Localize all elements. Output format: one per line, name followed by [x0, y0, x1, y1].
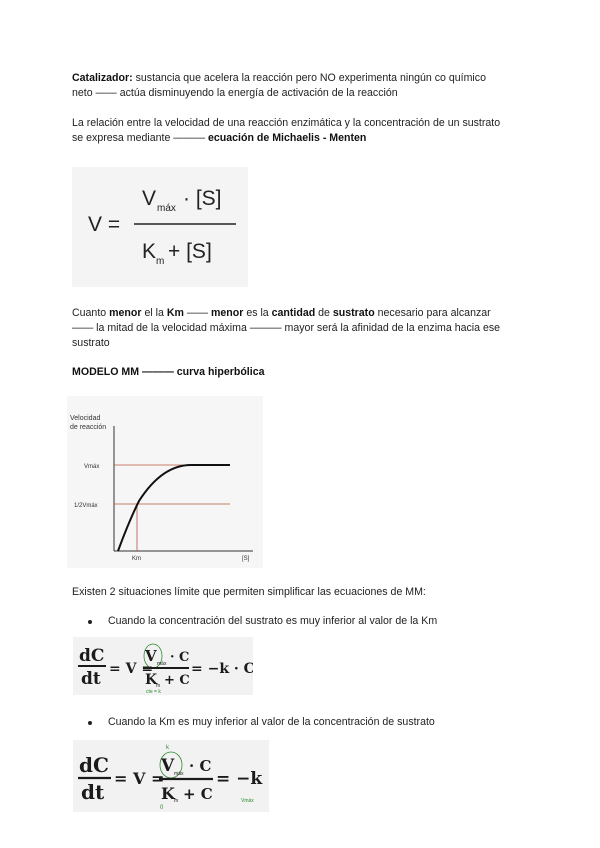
eq2-eq1: = V =: [109, 661, 154, 677]
km-text-1: Cuanto: [72, 307, 110, 319]
eq2-num: V: [145, 647, 157, 665]
km-bold-3: menor: [210, 307, 244, 319]
eq2-num-sub: máx: [157, 661, 167, 667]
km-text-4: es la: [243, 307, 272, 319]
michaelis-menten-graph: [67, 396, 263, 568]
eq2-dc: dC: [79, 646, 105, 666]
eq3-den-sub: m: [174, 798, 179, 804]
km-text-2: el la: [141, 307, 167, 319]
km-bold-4: cantidad: [271, 307, 316, 319]
graph-ylabel-2: de reacción: [70, 424, 107, 431]
michaelis-line1: La relación entre la velocidad de una reacción enzimática y la concentración de un sustrato: [72, 117, 501, 129]
km-bold-2: Km: [166, 307, 184, 319]
eq3-den: K: [161, 784, 175, 803]
catalyst-paragraph: [72, 71, 542, 101]
s-label: [S]: [242, 556, 250, 562]
eq3-num-sub: máx: [174, 771, 184, 777]
km-label: Km: [132, 556, 141, 562]
eq2-result: = −k · C: [191, 661, 253, 677]
eq3-result: = −k: [216, 769, 263, 789]
eq3-eq1: = V =: [114, 769, 165, 788]
equation-den-k: K: [142, 240, 157, 263]
equation-num-v: V: [142, 187, 157, 210]
bullet-dot: [88, 721, 92, 725]
eq3-den-rest: + C: [183, 785, 213, 803]
eq2-svg: [73, 637, 253, 695]
km-text-5: de: [315, 307, 333, 319]
km-bold-1: menor: [109, 307, 142, 319]
michaelis-line2-pre: se expresa mediante ———: [72, 132, 209, 144]
graph-svg: [67, 396, 263, 568]
equation-lhs: V =: [88, 213, 121, 236]
catalyst-definition: sustancia que acelera la reacción pero NO experimenta ningún co químico: [132, 72, 486, 84]
equation-svg: [72, 167, 248, 287]
michaelis-menten-equation: [72, 167, 248, 287]
km-bold-5: sustrato: [332, 307, 375, 319]
equation-den-rest: + [S]: [168, 240, 212, 263]
km-line3: sustrato: [72, 337, 110, 349]
michaelis-equation-name: ecuación de Michaelis - Menten: [208, 132, 367, 144]
eq3-svg: [73, 740, 269, 812]
eq3-num-rest: · C: [189, 757, 212, 775]
catalyst-term: Catalizador:: [72, 72, 133, 84]
km-text-3: ——: [183, 307, 211, 319]
bullet-dot: [88, 620, 92, 624]
half-vmax-label: 1/2Vmáx: [74, 503, 98, 509]
vmax-label: Vmáx: [84, 464, 100, 470]
eq3-num: V: [161, 756, 175, 776]
eq3-top-note: k: [166, 745, 169, 751]
eq2-dt: dt: [81, 669, 101, 689]
bullet-text-1: Cuando la concentración del sustrato es muy inferior al valor de la Km: [108, 615, 438, 627]
bullet-text-2: Cuando la Km es muy inferior al valor de la concentración de sustrato: [108, 716, 435, 728]
eq2-den: K: [145, 672, 158, 688]
equation-den-sub: m: [156, 256, 165, 267]
km-text-6: necesario para alcanzar: [374, 307, 491, 319]
eq3-side-note: Vmáx: [241, 798, 254, 804]
km-paragraph: [72, 306, 542, 351]
catalyst-line2: neto —— actúa disminuyendo la energía de activación de la reacción: [72, 87, 398, 99]
mm-model-heading: [72, 365, 542, 380]
equation-num-rest: · [S]: [183, 187, 222, 210]
eq3-zero-note: 0: [160, 805, 164, 811]
eq3-dc: dC: [79, 753, 109, 777]
km-line2: —— la mitad de la velocidad máxima ——— mayor será la afinidad de la enzima hacia ese: [72, 322, 501, 334]
eq2-note: cte = k: [146, 689, 161, 695]
equation-num-sub: máx: [157, 203, 176, 214]
eq2-num-rest: · C: [170, 650, 190, 665]
high-substrate-equation: [73, 740, 269, 812]
hyperbolic-curve: [118, 465, 230, 551]
mm-model-text: MODELO MM ——— curva hiperbólica: [72, 366, 265, 378]
eq2-den-rest: + C: [164, 673, 190, 688]
michaelis-paragraph: [72, 116, 542, 146]
limit-situations-paragraph: Existen 2 situaciones límite que permiten simplificar las ecuaciones de MM:: [72, 586, 426, 598]
eq2-den-sub: m: [156, 683, 161, 689]
low-substrate-equation: [73, 637, 253, 695]
eq3-dt: dt: [81, 780, 105, 804]
graph-ylabel-1: Velocidad: [70, 415, 101, 422]
